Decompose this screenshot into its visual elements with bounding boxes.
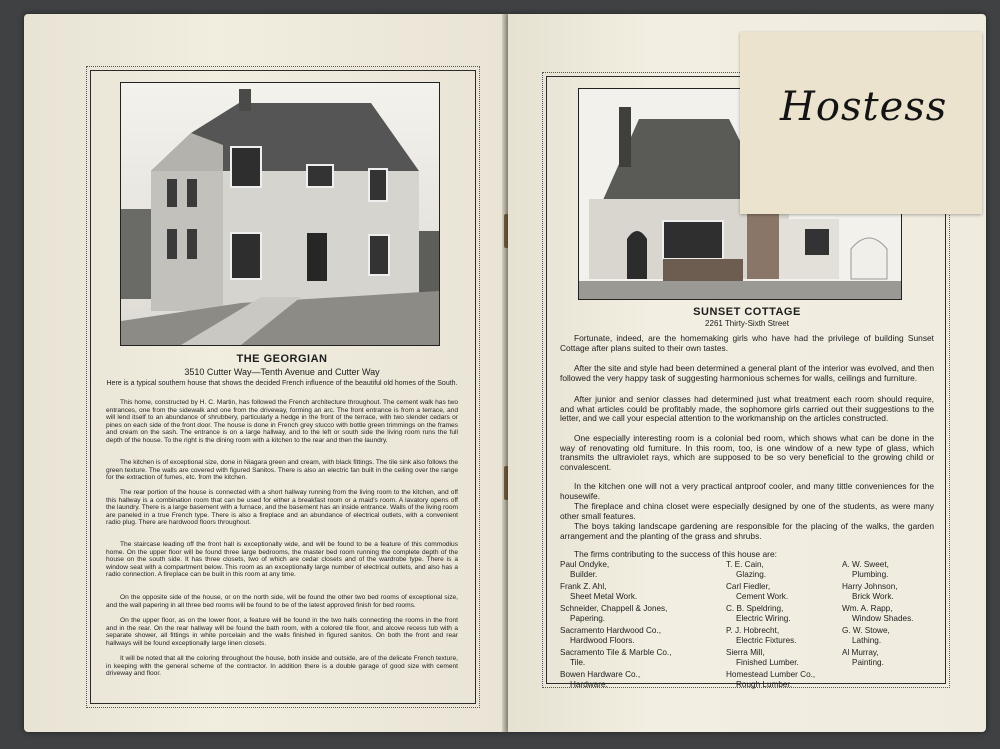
firm-trade: Glazing. [736, 569, 767, 579]
body-paragraph: The staircase leading off the front hall is exceptionally wide, and will be found to be a feature of this commodius home. On the upper floor will be found three large bedrooms, the master bed room running the complete depth of the house on the south side. It has three closets, two of which are cedar closets and of the wardrobe type. There is a window seat with a compartment below. This room as an exceptionally large number of electrical outlets, and also has a radio connection. A fireplace can be built in this room at any time. [106, 541, 458, 579]
firm-name: C. B. Speldring, [726, 604, 784, 613]
body-paragraph: This home, constructed by H. C. Martin, has followed the French architecture throughout. The cement walk has two entrances, one from the sidewalk and one from the driveway, forming an arc. The front entrance is from a terrace, and will lend itself to an abundance of shrubbery, particularly a hedge in the front of the terrace, with two slender cedars or pines on each side of the front door. The house is done in French grey stucco with bottle green trimmings on the frames and cream on the sash. The entrance is on a large hallway, and to the left or south side the living room runs the full depth of the house. To the right is the dining room with a kitchen to the rear and then the laundry. [106, 399, 458, 444]
firm-entry [560, 560, 609, 580]
firm-name: Carl Fiedler, [726, 582, 771, 591]
firm-trade: Window Shades. [852, 613, 914, 623]
body-paragraph: On the upper floor, as on the lower floor, a feature will be found in the two halls connecting the rooms in the front and in the rear. On the rear hallway will be found the bath room, with a colored tile floor, and alcove recess tub with a separate shower, all fittings in white porcelain and the walls finished in figured sanitos. On both the front and rear hallways will be found exceptionally large linen closets. [106, 617, 458, 647]
firm-trade: Hardware. [570, 679, 608, 689]
firm-entry [842, 582, 898, 602]
firm-trade: Cement Work. [736, 591, 789, 601]
firm-name: Sierra Mill, [726, 648, 765, 657]
body-paragraph: After the site and style had been determined a general plant of the interior was evolved, and then followed the very happy task of suggesting harmonious schemes for walls, ceilings and furniture. [560, 363, 934, 383]
firm-entry [560, 626, 661, 646]
firm-trade: Electric Wiring. [736, 613, 791, 623]
firm-trade: Electric Fixtures. [736, 635, 797, 645]
address-subtitle: 2261 Thirty-Sixth Street [705, 319, 789, 328]
firm-entry [560, 582, 637, 602]
firm-entry [842, 560, 889, 580]
firm-entry [726, 582, 788, 602]
firms-heading: The firms contributing to the success of this house are: [574, 549, 777, 559]
body-paragraph: The kitchen is of exceptional size, done in Niagara green and cream, with black fittings. The tile sink also follows the green texture. The walls are covered with figured Sanitos. There is also an electric fan built in the ceiling over the range for the extraction of fumes, etc. from the kitchen. [106, 459, 458, 482]
body-paragraph: On the opposite side of the house, or on the north side, will be found the other two bed rooms of exceptional size, and the wall papering in all three bed rooms will be found to be of the latest approved finish for bed rooms. [106, 594, 458, 609]
page-title: SUNSET COTTAGE [693, 306, 801, 318]
firm-entry [726, 648, 799, 668]
firm-name: Sacramento Tile & Marble Co., [560, 648, 672, 657]
firm-trade: Plumbing. [852, 569, 889, 579]
hostess-note-card [740, 32, 982, 214]
firm-trade: Brick Work. [852, 591, 894, 601]
body-paragraph: Fortunate, indeed, are the homemaking girls who have had the privilege of building Sunset Cottage after plans suited to their own tastes. [560, 333, 934, 353]
firm-entry [560, 648, 672, 668]
firm-trade: Sheet Metal Work. [570, 591, 638, 601]
firm-name: Homestead Lumber Co., [726, 670, 816, 679]
firm-trade: Builder. [570, 569, 598, 579]
firm-entry [726, 670, 815, 690]
firm-entry [842, 604, 913, 624]
firm-name: Schneider, Chappell & Jones, [560, 604, 668, 613]
body-paragraph: One especially interesting room is a colonial bed room, which shows what can be done in the way of renovating old furniture. In this room, too, is one window of a new type of glass, which transmits the ultraviolet rays, which are supposed to be so very beneficial to the growing child or convalescent. [560, 433, 934, 472]
firm-entry [726, 626, 797, 646]
firm-name: Sacramento Hardwood Co., [560, 626, 662, 635]
firm-trade: Tile. [570, 657, 586, 667]
intro-paragraph: Here is a typical southern house that shows the decided French influence of the beautiful old homes of the South. [106, 380, 458, 387]
firm-entry [560, 604, 667, 624]
firm-name: Harry Johnson, [842, 582, 898, 591]
firm-name: P. J. Hobrecht, [726, 626, 780, 635]
body-paragraph: After junior and senior classes had determined just what treatment each room should require, and what articles could be profitably made, the sophomore girls carried out their suggestions to the letter, and we call your especial attention to the workmanship on the articles constructed. [560, 394, 934, 424]
georgian-house-photo [120, 82, 440, 346]
firm-trade: Finished Lumber. [736, 657, 799, 667]
body-paragraph: In the kitchen one will not a very practical antproof cooler, and many tittle conveniences for the housewife. [560, 481, 934, 501]
firm-entry [560, 670, 640, 690]
body-paragraph: The fireplace and china closet were especially designed by one of the students, as were many other small features. [560, 501, 934, 521]
firm-entry [726, 604, 791, 624]
body-paragraph: It will be noted that all the coloring throughout the house, both inside and outside, are of the delicate French texture, in keeping with the general scheme of the contractor. In addition there is a double garage of good size with cement driveway and floor. [106, 655, 458, 678]
firm-trade: Painting. [852, 657, 884, 667]
body-paragraph: The rear portion of the house is connected with a short hallway running from the living room to the kitchen, and off this hallway is a combination room that can be used for either a breakfast room or a maid's room. A lavatory opens off the laundry. There is a large basement with a furnace, and the basement has an inside entrance. Walls of the living room are paneled in a true French type. There is also a fireplace and an abundance of electrical outlets, with a convenient radio plug. There are hardwood floors throughout. [106, 489, 458, 527]
address-subtitle: 3510 Cutter Way—Tenth Avenue and Cutter Way [184, 367, 380, 377]
firm-name: Paul Ondyke, [560, 560, 610, 569]
firm-name: Wm. A. Rapp, [842, 604, 893, 613]
body-paragraph: The boys taking landscape gardening are responsible for the placing of the walks, the garden arrangement and the planting of the grass and shrubs. [560, 521, 934, 541]
page-title: THE GEORGIAN [236, 353, 328, 365]
hostess-handwriting: Hostess [780, 84, 948, 130]
firm-name: T. E. Cain, [726, 560, 764, 569]
firm-trade: Papering. [570, 613, 606, 623]
firm-entry [726, 560, 766, 580]
firm-name: Bowen Hardware Co., [560, 670, 641, 679]
firm-name: A. W. Sweet, [842, 560, 889, 569]
firm-trade: Hardwood Floors. [570, 635, 635, 645]
firm-name: Al Murray, [842, 648, 879, 657]
firm-entry [842, 648, 884, 668]
firm-name: G. W. Stowe, [842, 626, 890, 635]
firm-entry [842, 626, 890, 646]
firm-trade: Lathing. [852, 635, 882, 645]
left-page [24, 14, 506, 732]
firm-name: Frank Z. Ahl, [560, 582, 607, 591]
firm-trade: Rough Lumber. [736, 679, 792, 689]
